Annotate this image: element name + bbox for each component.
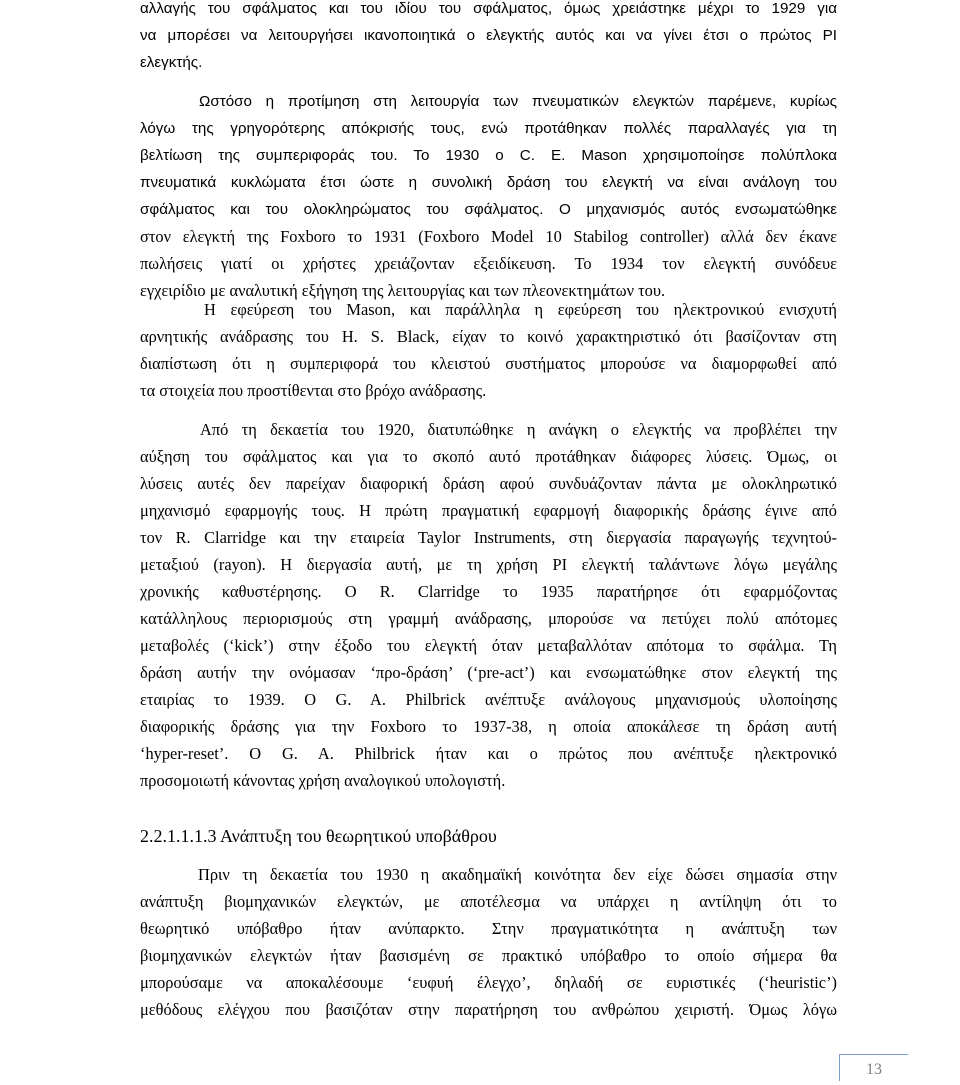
paragraph	[140, 0, 837, 76]
text-line: τα στοιχεία που προστίθενται στο βρόχο ανάδρασης.	[140, 381, 487, 400]
page-number: 13	[839, 1054, 908, 1081]
text-line: βιομηχανικών ελεγκτών ήταν βασισμένη σε πρακτικό υπόβαθρο το οποίο σήμερα θα	[140, 946, 837, 965]
text-line: Η εφεύρεση του Mason, και παράλληλα η εφεύρεση του ηλεκτρονικού ενισχυτή	[204, 300, 837, 319]
text-line: Ωστόσο η προτίμηση στη λειτουργία των πνευματικών ελεγκτών παρέμενε, κυρίως	[199, 93, 837, 110]
text-line: λόγω της γρηγορότερης απόκρισής τους, ενώ προτάθηκαν πολλές παραλλαγές για τη	[140, 120, 837, 137]
text-line: τον R. Clarridge και την εταιρεία Taylor Instruments, στη διεργασία παραγωγής τεχνητού-	[140, 528, 837, 547]
text-line: Από τη δεκαετία του 1920, διατυπώθηκε η ανάγκη ο ελεγκτής να προβλέπει την	[200, 420, 837, 439]
paragraph	[140, 416, 837, 794]
text-line: ‘hyper-reset’. O G. A. Philbrick ήταν και ο πρώτος που ανέπτυξε ηλεκτρονικό	[140, 744, 837, 763]
text-line: μεταξιού (rayon). Η διεργασία αυτή, με τη χρήση PI ελεγκτή ταλάντωνε λόγω μεγάλης	[140, 555, 837, 574]
text-line: κατάλληλους περιορισμούς στη γραμμή ανάδρασης, μπορούσε να πετύχει πολύ απότομες	[140, 609, 837, 628]
paragraph	[140, 861, 837, 1023]
text-line: ανάπτυξη βιομηχανικών ελεγκτών, με αποτέλεσμα να υπάρχει η αντίληψη ότι το	[140, 892, 837, 911]
text-line: σφάλματος και του ολοκληρώματος του σφάλματος. Ο μηχανισμός αυτός ενσωματώθηκε	[140, 201, 837, 218]
text-line: ελεγκτής.	[140, 54, 203, 71]
section-heading: 2.2.1.1.1.3 Ανάπτυξη του θεωρητικού υποβάθρου	[140, 826, 497, 846]
text-line: μεταβολές (‘kick’) στην έξοδο του ελεγκτή όταν μεταβαλλόταν απότομα το σφάλμα. Τη	[140, 636, 837, 655]
text-line: πνευματικά κυκλώματα έτσι ώστε η συνολική δράση του ελεγκτή να είναι ανάλογη του	[140, 174, 837, 191]
text-line: στον ελεγκτή της Foxboro το 1931 (Foxboro Model 10 Stabilog controller) αλλά δεν έκανε	[140, 227, 837, 246]
text-line: να μπορέσει να λειτουργήσει ικανοποιητικά ο ελεγκτής αυτός και να γίνει έτσι ο πρώτος PI	[140, 27, 837, 44]
text-line: εγχειρίδιο με αναλυτική εξήγηση της λειτουργίας και των πλεονεκτημάτων του.	[140, 281, 666, 300]
text-line: θεωρητικό υπόβαθρο ήταν ανύπαρκτο. Στην πραγματικότητα η ανάπτυξη των	[140, 919, 837, 938]
text-line: εταιρίας το 1939. Ο G. A. Philbrick ανέπτυξε ανάλογους μηχανισμούς υλοποίησης	[140, 690, 837, 709]
text-line: λύσεις αυτές δεν παρείχαν διαφορική δράση αφού συνδυάζονταν πάντα με ολοκληρωτικό	[140, 474, 837, 493]
text-line: μεθόδους ελέγχου που βασιζόταν στην παρατήρηση του ανθρώπου χειριστή. Όμως λόγω	[140, 1000, 837, 1019]
text-line: προσομοιωτή κάνοντας χρήση αναλογικού υπολογιστή.	[140, 771, 506, 790]
paragraph	[140, 296, 837, 404]
text-line: αλλαγής του σφάλματος και του ιδίου του σφάλματος, όμως χρειάστηκε μέχρι το 1929 για	[140, 0, 837, 17]
text-line: πωλήσεις γιατί οι χρήστες χρειάζονταν εξειδίκευση. Το 1934 τον ελεγκτή συνόδευε	[140, 254, 837, 273]
text-line: μηχανισμό εφαρμογής τους. Η πρώτη πραγματική εφαρμογή διαφορικής δράσης έγινε από	[140, 501, 837, 520]
text-line: αρνητικής ανάδρασης του H. S. Black, είχαν το κοινό χαρακτηριστικό ότι βασίζονταν στη	[140, 327, 837, 346]
paragraph	[140, 88, 837, 304]
text-line: δράση αυτήν την ονόμασαν ‘προ-δράση’ (‘pre-act’) και ενσωματώθηκε στον ελεγκτή της	[140, 663, 837, 682]
text-line: αύξηση του σφάλματος και για το σκοπό αυτό προτάθηκαν διάφορες λύσεις. Όμως, οι	[140, 447, 837, 466]
text-line: διαφορικής δράσης για την Foxboro το 1937-38, η οποία αποκάλεσε τη δράση αυτή	[140, 717, 837, 736]
text-line: βελτίωση της συμπεριφοράς του. Το 1930 ο C. E. Mason χρησιμοποίησε πολύπλοκα	[140, 147, 837, 164]
text-line: Πριν τη δεκαετία του 1930 η ακαδημαϊκή κοινότητα δεν είχε δώσει σημασία στην	[198, 865, 837, 884]
text-line: διαπίστωση ότι η συμπεριφορά του κλειστού συστήματος μπορούσε να διαμορφωθεί από	[140, 354, 837, 373]
text-line: μπορούσαμε να αποκαλέσουμε ‘ευφυή έλεγχο’, δηλαδή σε ευριστικές (‘heuristic’)	[140, 973, 837, 992]
text-line: χρονικής καθυστέρησης. Ο R. Clarridge το 1935 παρατήρησε ότι εφαρμόζοντας	[140, 582, 837, 601]
